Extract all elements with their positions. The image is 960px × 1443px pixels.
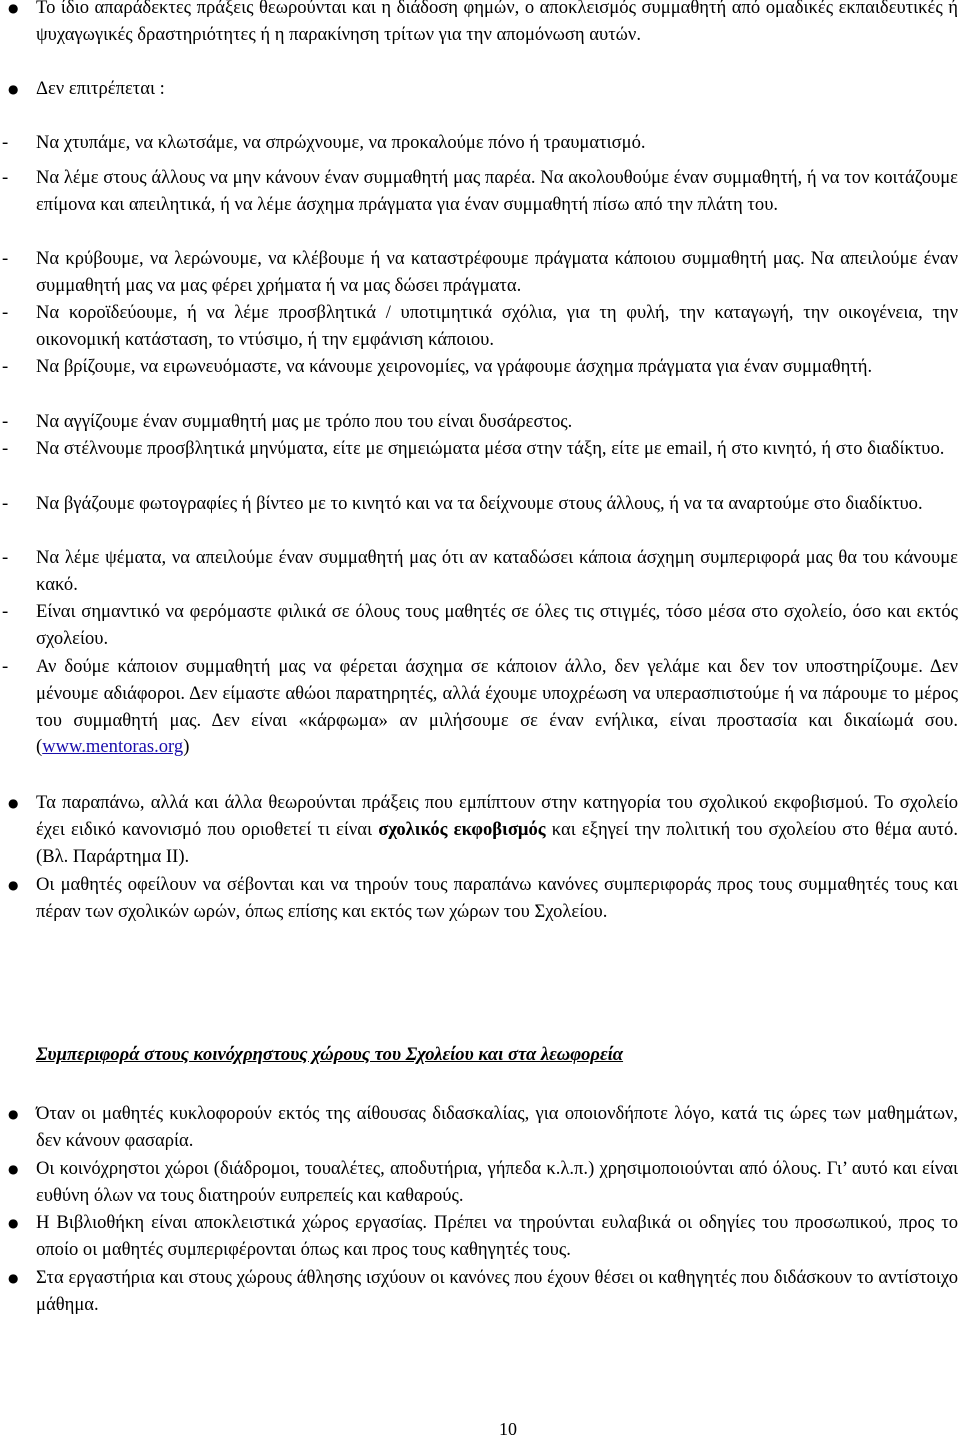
dash-item-bystander bbox=[0, 654, 958, 761]
bullet-item: ● Οι κοινόχρηστοι χώροι (διάδρομοι, τουαλέτες, αποδυτήρια, γήπεδα κ.λ.π.) χρησιμοποιούνται από όλους. Γι’ αυτό και είναι ευθύνη όλων να τους διατηρούν ευπρεπείς και καθαρούς. bbox=[8, 1156, 958, 1210]
bullet-respect: ● Οι μαθητές οφείλουν να σέβονται και να τηρούν τους παραπάνω κανόνες συμπεριφοράς προς τους συμμαθητές τους και πέραν των σχολικών ωρών, όπως επίσης και εκτός των χώρων του Σχολείου. bbox=[8, 872, 958, 926]
dash-item: - Να βγάζουμε φωτογραφίες ή βίντεο με το κινητό και να τα δείχνουμε στους άλλους, ή να τα αναρτούμε στο διαδίκτυο. bbox=[0, 491, 958, 518]
dash-close: ) bbox=[183, 736, 190, 758]
bullet-item: ● Όταν οι μαθητές κυκλοφορούν εκτός της αίθουσας διδασκαλίας, για οποιονδήποτε λόγο, κατά τις ώρες των μαθημάτων, δεν κάνουν φασαρία. bbox=[8, 1101, 958, 1155]
dash-text: Αν δούμε κάποιον συμμαθητή μας να φέρεται άσχημα σε κάποιον άλλο, δεν γελάμε και δεν τον υποστηρίζουμε. Δεν μένουμε αδιάφοροι. Δεν είμαστε αθώοι παρατηρητές, αλλά έχουμε υποχρέωση να υπερασπιστούμε ή να πάρουμε το μέρος του συμμαθητή μας. Δεν είναι «κάρφωμα» αν μιλήσουμε σε έναν ενήλικα, είναι προστασία και δικαίωμά σου. ( bbox=[36, 656, 958, 758]
dash-item: - Να χτυπάμε, να κλωτσάμε, να σπρώχνουμε, να προκαλούμε πόνο ή τραυματισμό. bbox=[0, 130, 958, 157]
dash-item: - Να κοροϊδεύουμε, ή να λέμε προσβλητικά / υποτιμητικά σχόλια, για τη φυλή, την καταγωγή, την οικογένεια, την οικονομική κατάσταση, το ντύσιμο, ή την εμφάνιση κάποιου. bbox=[0, 300, 958, 354]
section-heading: Συμπεριφορά στους κοινόχρηστους χώρους του Σχολείου και στα λεωφορεία bbox=[36, 1044, 624, 1065]
bullet-not-allowed: ● Δεν επιτρέπεται : bbox=[8, 76, 958, 103]
bullet-above-before: Τα παραπάνω, αλλά και άλλα θεωρούνται πράξεις που εμπίπτουν στην κατηγορία του σχολικού εκφοβισμού. Το σχολείο έχει ειδικό κανονισμό που οριοθετεί τι είναι bbox=[36, 792, 958, 840]
dash-item: - Να κρύβουμε, να λερώνουμε, να κλέβουμε ή να καταστρέφουμε πράγματα κάποιου συμμαθητή μας. Να απειλούμε έναν συμμαθητή μας να μας φέρει χρήματα ή να μας δώσει πράγματα. bbox=[0, 246, 958, 300]
dash-item: - Να αγγίζουμε έναν συμμαθητή μας με τρόπο που του είναι δυσάρεστος. bbox=[0, 409, 958, 436]
dash-item: - Να βρίζουμε, να ειρωνευόμαστε, να κάνουμε χειρονομίες, να γράφουμε άσχημα πράγματα για έναν συμμαθητή. bbox=[0, 354, 958, 381]
dash-item: - Να λέμε στους άλλους να μην κάνουν έναν συμμαθητή μας παρέα. Να ακολουθούμε έναν συμμαθητή, ή να τον κοιτάζουμε επίμονα και απειλητικά, ή να λέμε άσχημα πράγματα για έναν συμμαθητή πίσω από την πλάτη του. bbox=[0, 165, 958, 219]
bullet-item: ● Στα εργαστήρια και στους χώρους άθλησης ισχύουν οι κανόνες που έχουν θέσει οι καθηγητές που διδάσκουν το αντίστοιχο μάθημα. bbox=[8, 1265, 958, 1319]
bullet-item: ● Η Βιβλιοθήκη είναι αποκλειστικά χώρος εργασίας. Πρέπει να τηρούνται ευλαβικά οι οδηγίες του προσωπικού, προς το οποίο οι μαθητές συμπεριφέρονται όπως και προς τους καθηγητές τους. bbox=[8, 1210, 958, 1264]
bullet-above-bold: σχολικός εκφοβισμός bbox=[378, 818, 546, 840]
dash-item: - Να λέμε ψέματα, να απειλούμε έναν συμμαθητή μας ότι αν καταδώσει κάποια άσχημη συμπεριφορά μας θα του κάνουμε κακό. bbox=[0, 545, 958, 599]
mentoras-link[interactable]: www.mentoras.org bbox=[42, 736, 184, 758]
dash-item: - Είναι σημαντικό να φερόμαστε φιλικά σε όλους τους μαθητές σε όλες τις στιγμές, τόσο μέσα στο σχολείο, όσο και εκτός σχολείου. bbox=[0, 599, 958, 653]
bullet-above bbox=[8, 790, 958, 870]
page-number: 10 bbox=[499, 1419, 517, 1439]
bullet-intro: ● Το ίδιο απαράδεκτες πράξεις θεωρούνται και η διάδοση φημών, ο αποκλεισμός συμμαθητή από ομαδικές εκπαιδευτικές ή ψυχαγωγικές δραστηριότητες ή η παρακίνηση τρίτων για την απομόνωση αυτών. bbox=[8, 0, 958, 49]
dash-item: - Να στέλνουμε προσβλητικά μηνύματα, είτε με σημειώματα μέσα στην τάξη, είτε με email, ή στο κινητό, ή στο διαδίκτυο. bbox=[0, 436, 958, 463]
bullet-above-after: και εξηγεί την πολιτική του σχολείου στο θέμα αυτό. (Βλ. Παράρτημα ΙΙ). bbox=[36, 818, 959, 867]
